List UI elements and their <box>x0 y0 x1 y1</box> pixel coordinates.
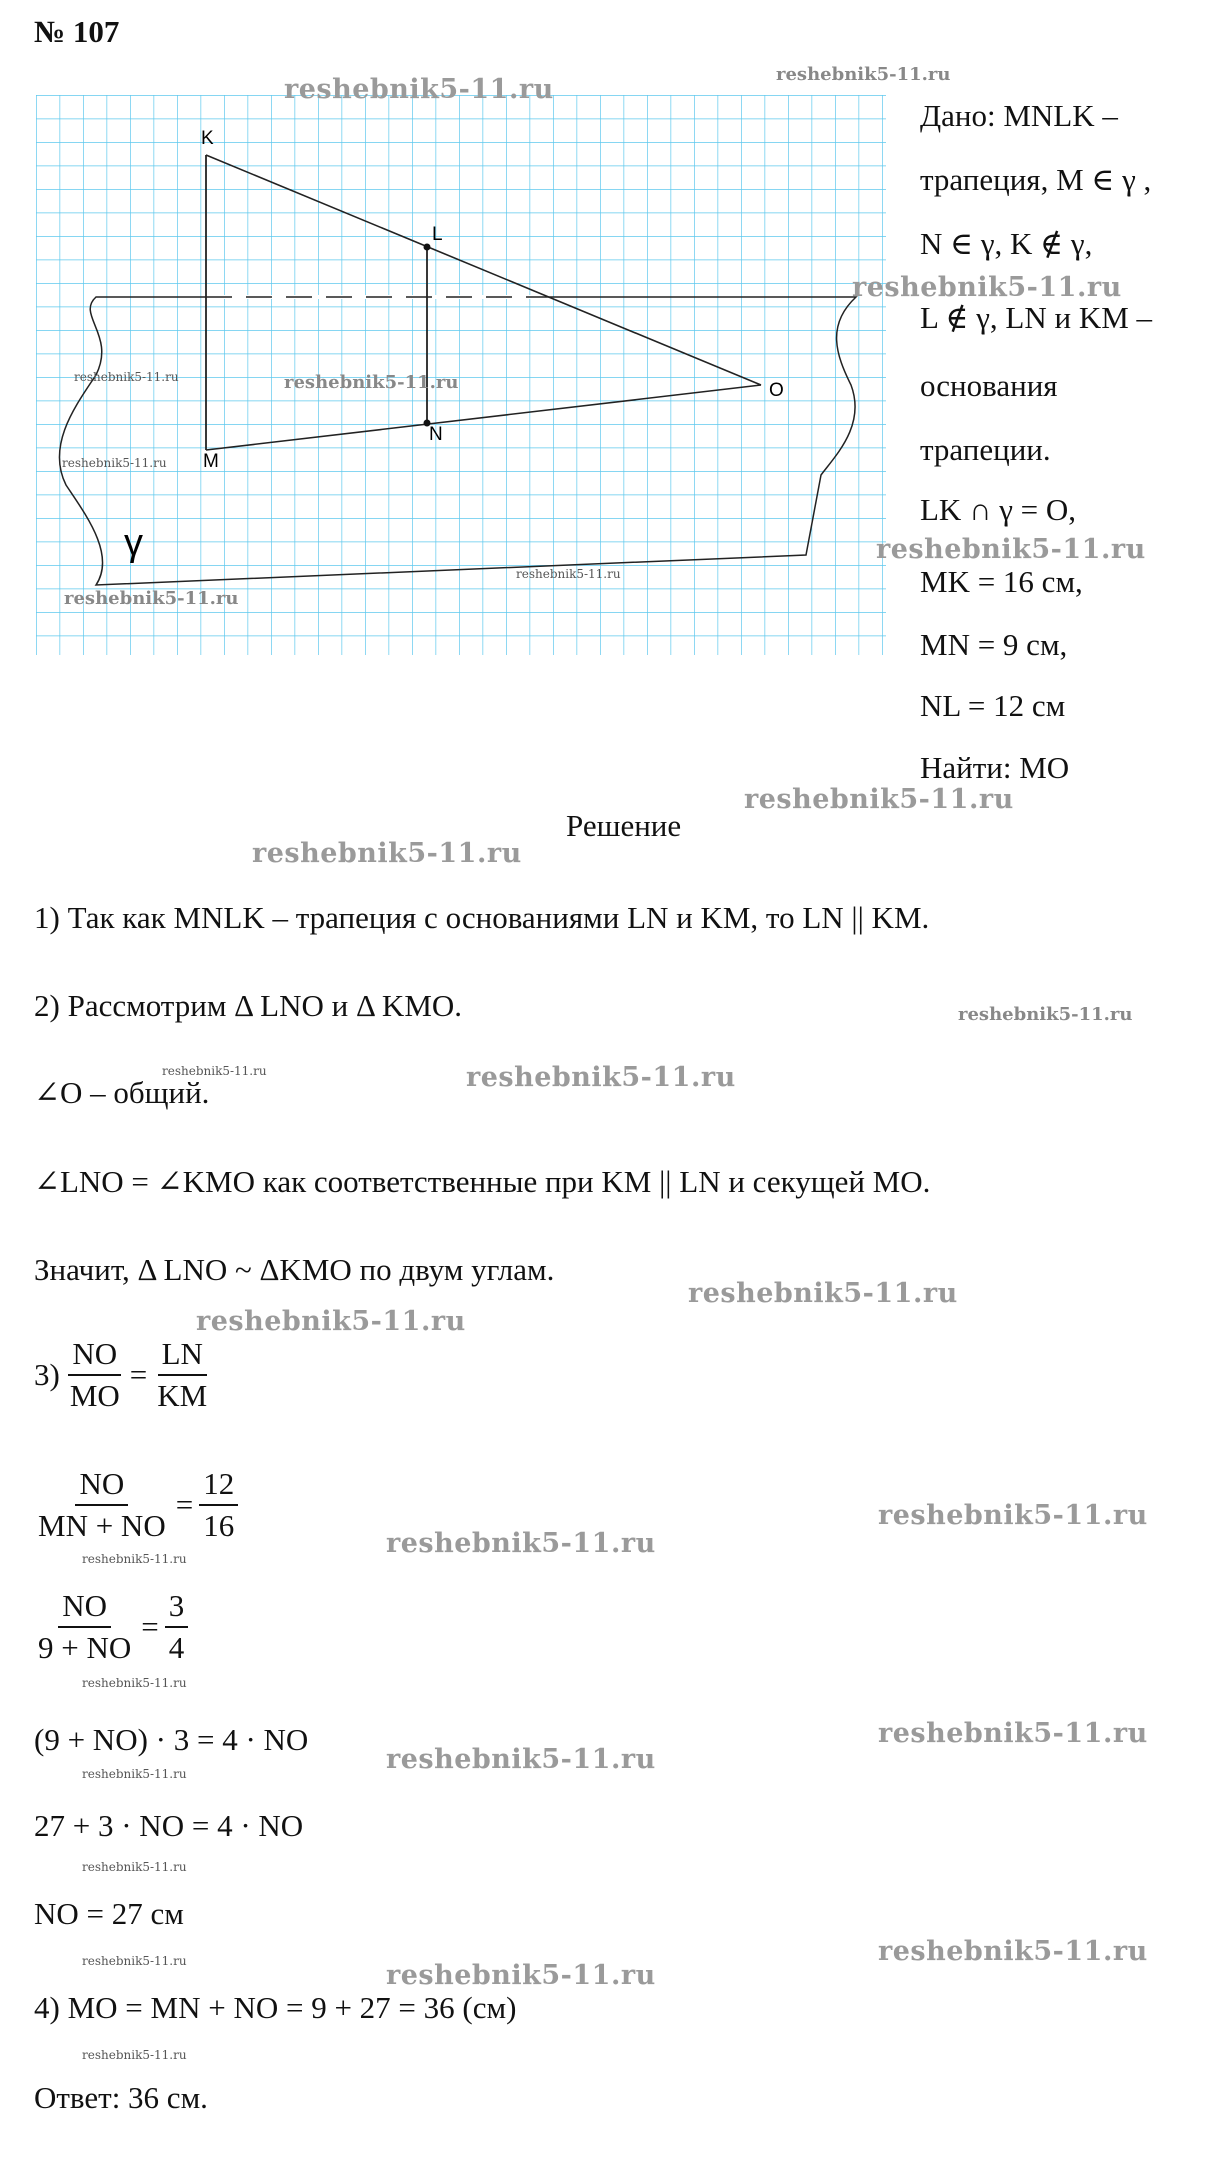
step-3-prefix: 3) <box>34 1357 60 1392</box>
watermark: reshebnik5-11.ru <box>386 1744 656 1775</box>
answer: Ответ: 36 см. <box>34 2080 208 2115</box>
given-line-6: трапеции. <box>920 432 1051 467</box>
label-N: N <box>429 424 443 445</box>
watermark: reshebnik5-11.ru <box>82 1552 187 1566</box>
equation-cross: (9 + NO) · 3 = 4 · NO <box>34 1722 309 1757</box>
fraction-3-4: $\frac{3}{4}$ <box>165 1588 189 1666</box>
given-line-7: LK ∩ γ = O, <box>920 492 1077 527</box>
watermark: reshebnik5-11.ru <box>386 1528 656 1559</box>
watermark: reshebnik5-11.ru <box>876 534 1146 565</box>
given-line-5: основания <box>920 368 1058 403</box>
equation-expand: 27 + 3 · NO = 4 · NO <box>34 1808 304 1843</box>
fraction-no-sum: $\frac{NO}{MN + NO}$ <box>38 1466 166 1543</box>
given-line-9: MN = 9 см, <box>920 627 1068 662</box>
watermark: reshebnik5-11.ru <box>162 1064 267 1078</box>
equals-sign: = <box>175 1487 194 1522</box>
step-5: Значит, Δ LNO ~ ΔKMO по двум углам. <box>34 1252 555 1287</box>
watermark: reshebnik5-11.ru <box>958 1004 1133 1025</box>
watermark: reshebnik5-11.ru <box>64 588 239 609</box>
equation-ratio <box>34 1336 217 1414</box>
watermark: reshebnik5-11.ru <box>252 838 522 869</box>
given-line-11: Найти: MO <box>920 750 1070 785</box>
step-3: ∠O – общий. <box>34 1075 210 1110</box>
given-line-10: NL = 12 см <box>920 688 1066 723</box>
watermark: reshebnik5-11.ru <box>82 1954 187 1968</box>
equals-sign: = <box>141 1609 159 1644</box>
fraction-12-16: $\frac{12}{16}$ <box>199 1466 238 1544</box>
watermark: reshebnik5-11.ru <box>386 1960 656 1991</box>
watermark: reshebnik5-11.ru <box>284 74 554 105</box>
fraction-no-mo: $\frac{NO}{MO}$ <box>69 1336 120 1413</box>
watermark: reshebnik5-11.ru <box>284 372 459 393</box>
watermark: reshebnik5-11.ru <box>196 1306 466 1337</box>
equation-reduced <box>34 1588 194 1666</box>
watermark: reshebnik5-11.ru <box>878 1500 1148 1531</box>
given-line-2: трапеция, M ∈ γ , <box>920 162 1152 197</box>
point-L <box>424 244 431 251</box>
equation-result: NO = 27 см <box>34 1896 184 1931</box>
fraction-no-9: $\frac{NO}{9 + NO}$ <box>38 1588 132 1665</box>
step-1: 1) Так как MNLK – трапеция с основаниями LN и KM, то LN || KM. <box>34 900 930 935</box>
watermark: reshebnik5-11.ru <box>878 1718 1148 1749</box>
equals-sign: = <box>129 1357 148 1392</box>
solution-title: Решение <box>566 808 682 843</box>
watermark: reshebnik5-11.ru <box>82 1860 187 1874</box>
problem-number: № 107 <box>34 14 120 49</box>
given-line-3: N ∈ γ, K ∉ γ, <box>920 226 1093 261</box>
watermark: reshebnik5-11.ru <box>852 272 1122 303</box>
watermark: reshebnik5-11.ru <box>82 1767 187 1781</box>
step-2: 2) Рассмотрим Δ LNO и Δ KMO. <box>34 988 463 1023</box>
label-K: K <box>201 128 214 149</box>
label-O: O <box>769 380 784 401</box>
label-M: M <box>203 451 219 472</box>
watermark: reshebnik5-11.ru <box>62 456 167 470</box>
watermark: reshebnik5-11.ru <box>516 567 621 581</box>
given-line-8: MK = 16 см, <box>920 564 1083 599</box>
watermark: reshebnik5-11.ru <box>744 784 1014 815</box>
label-gamma: γ <box>124 522 143 564</box>
watermark: reshebnik5-11.ru <box>74 370 179 384</box>
watermark: reshebnik5-11.ru <box>82 2048 187 2062</box>
watermark: reshebnik5-11.ru <box>466 1062 736 1093</box>
watermark: reshebnik5-11.ru <box>878 1936 1148 1967</box>
label-L: L <box>432 224 443 245</box>
equation-sum <box>34 1466 244 1544</box>
watermark: reshebnik5-11.ru <box>82 1676 187 1690</box>
step-4-mo: 4) MO = MN + NO = 9 + 27 = 36 (см) <box>34 1990 517 2025</box>
given-line-1: Дано: MNLK – <box>920 98 1118 133</box>
given-line-4: L ∉ γ, LN и KM – <box>920 300 1153 335</box>
step-4: ∠LNO = ∠KMO как соответственные при KM || LN и секущей MO. <box>34 1164 931 1199</box>
fraction-ln-km: $\frac{LN}{KM}$ <box>157 1336 208 1413</box>
watermark: reshebnik5-11.ru <box>688 1278 958 1309</box>
watermark: reshebnik5-11.ru <box>776 64 951 85</box>
